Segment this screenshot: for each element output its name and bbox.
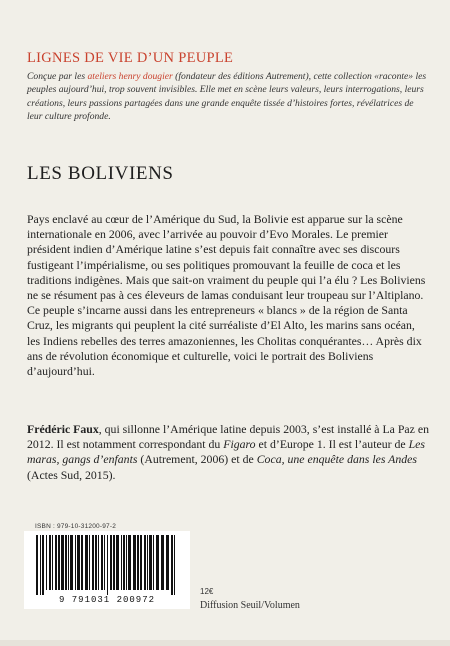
barcode-bar — [133, 535, 136, 590]
series-title: LIGNES DE VIE D’UN PEUPLE — [27, 50, 234, 66]
barcode-bar — [98, 535, 99, 590]
barcode-bar — [65, 535, 67, 590]
barcode-bar — [42, 535, 44, 595]
barcode-bar — [77, 535, 80, 590]
book-title: LES BOLIVIENS — [27, 163, 174, 184]
barcode-bar — [68, 535, 69, 590]
barcode-bar — [174, 535, 175, 595]
barcode-bars — [34, 535, 180, 595]
barcode-bar — [55, 535, 57, 590]
price-label: 12€ — [200, 587, 214, 596]
author-bio-text-3: (Autrement, 2006) et de — [137, 452, 257, 467]
barcode-bar — [123, 535, 125, 590]
barcode-bar — [171, 535, 173, 595]
series-intro — [27, 70, 427, 123]
book-blurb: Pays enclavé au cœur de l’Amérique du Sud, la Bolivie est apparue sur la scène internationale en 2006, avec l’arrivée au pouvoir d’Evo Morales. Le premier président indien d’Amérique latine s’est depuis fait connaître avec ses discours fustigeant l’impérialisme, ou ses politiques promouvant la feuille de coca et les traditions indigènes. Mais que sait-on vraiment du peuple qui l’a élu ? Les Boliviens ne se résument pas à ces éleveurs de lamas conduisant leur troupeau sur l’Altiplano. Ce peuple s’incarne aussi dans les entrepreneurs « blancs » de la région de Santa Cruz, les migrants qui peuplent la cité surréaliste d’El Alto, les marins sans océan, les Indiens rebelles des terres amazoniennes, les Cholitas conquérantes… Après dix ans de révolution économique et culturelle, voici le portrait des Boliviens d’aujourd’hui. — [27, 212, 426, 379]
barcode-bar — [113, 535, 115, 590]
author-bio — [27, 422, 429, 483]
author-name: Frédéric Faux — [27, 422, 99, 436]
barcode-digits: 9 791031 200972 — [58, 595, 155, 605]
author-bio-text-4: (Actes Sud, 2015). — [27, 467, 116, 482]
barcode-bar — [58, 535, 60, 590]
barcode — [24, 531, 190, 609]
barcode-bar — [52, 535, 53, 590]
barcode-bar — [110, 535, 112, 590]
author-bio-book1: Les maras, gangs d’enfants — [27, 437, 425, 467]
barcode-bar — [89, 535, 90, 590]
barcode-bar — [140, 535, 142, 590]
barcode-bar — [121, 535, 122, 590]
barcode-bar — [153, 535, 154, 590]
barcode-bar — [104, 535, 105, 590]
barcode-bar — [101, 535, 103, 590]
barcode-bar — [46, 535, 47, 590]
barcode-bar — [116, 535, 119, 590]
barcode-bar — [92, 535, 94, 590]
author-bio-figaro: Figaro — [223, 437, 256, 452]
barcode-bar — [61, 535, 64, 590]
author-bio-text-2: et d’Europe 1. Il est l’auteur de — [255, 437, 409, 452]
barcode-bar — [144, 535, 146, 590]
barcode-bar — [70, 535, 73, 590]
page-bottom-edge — [0, 640, 450, 646]
barcode-bar — [49, 535, 51, 590]
barcode-bar — [85, 535, 88, 590]
series-intro-text-2: (fondateur des éditions Autrement), cette collection «raconte» les peuples aujourd’hui, trop souvent invisibles. Elle met en scène leurs valeurs, leurs interrogations, leurs créations, leurs passions partagées dans une grande enquête tissée d’histoires fortes, révélatrices de leur culture profonde. — [27, 71, 427, 122]
author-bio-book2: Coca, une enquête dans les Andes — [256, 452, 418, 467]
barcode-bar — [81, 535, 83, 590]
isbn-label: ISBN : 979-10-31200-97-2 — [35, 523, 117, 530]
series-intro-text-1: Conçue par les — [27, 71, 88, 82]
barcode-bar — [128, 535, 131, 590]
barcode-bar — [147, 535, 148, 590]
barcode-bar — [107, 535, 108, 595]
barcode-bar — [137, 535, 139, 590]
barcode-bar — [36, 535, 38, 595]
barcode-bar — [149, 535, 152, 590]
barcode-bar — [40, 535, 41, 595]
barcode-bar — [95, 535, 97, 590]
barcode-bar — [75, 535, 76, 590]
series-brand-name: ateliers henry dougier — [87, 71, 173, 82]
barcode-bar — [161, 535, 164, 590]
barcode-bar — [126, 535, 127, 590]
distribution-label: Diffusion Seuil/Volumen — [200, 600, 300, 611]
author-bio-text-1: , qui sillonne l’Amérique latine depuis 2003, s’est installé à La Paz en 2012. Il est notamment correspondant du — [27, 422, 429, 452]
barcode-bar — [156, 535, 159, 590]
barcode-bar — [166, 535, 169, 590]
